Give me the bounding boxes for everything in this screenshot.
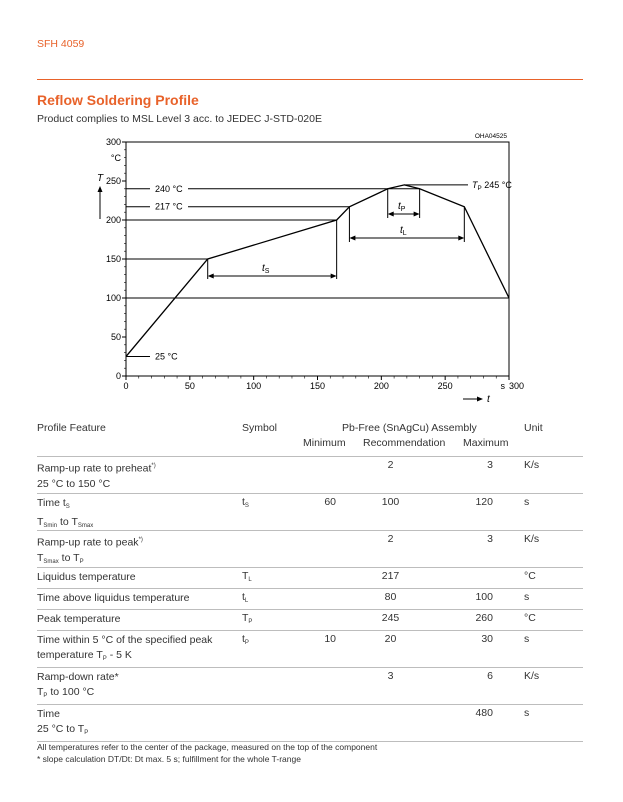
y-tick-label: 150 (105, 254, 121, 264)
part-number: SFH 4059 (37, 38, 85, 50)
feature-subtext: $T_{Smax}$ (37, 551, 59, 565)
feature-subtext: $T_{Smin}$ (37, 516, 58, 529)
feature-cell (37, 496, 93, 534)
table-body (37, 456, 583, 742)
unit-cell: K/s (524, 459, 540, 471)
unit-cell: °C (524, 570, 536, 582)
y-unit-label: °C (110, 153, 121, 163)
feature-line-1 (37, 670, 119, 685)
y-tick-label: 300 (105, 137, 121, 147)
maximum-cell: 3 (487, 459, 493, 471)
recommendation-cell: 100 (381, 496, 400, 508)
x-tick-label: 150 (309, 381, 326, 391)
feature-cell (37, 612, 120, 627)
table-row (37, 631, 583, 668)
feature-subtext: to 100 °C (47, 686, 95, 698)
feature-cell (37, 570, 136, 585)
col-unit-header: Unit (524, 422, 543, 434)
unit-cell: s (524, 591, 530, 603)
recommendation-cell: 2 (387, 459, 394, 471)
col-group-header: Pb-Free (SnAgCu) Assembly (342, 422, 477, 434)
y-axis-label: T (97, 173, 104, 184)
feature-subtext: $T_P$ (37, 686, 48, 699)
col-feature-header: Profile Feature (37, 422, 106, 434)
label-tp-time: $t_P$ (398, 201, 406, 213)
label-ts: $t_S$ (262, 263, 270, 275)
col-recommendation-header: Recommendation (363, 437, 446, 449)
feature-subtext: to $T_P$ (58, 551, 84, 565)
feature-text: Time within 5 °C of the specified peak (37, 634, 213, 646)
feature-line-2 (37, 685, 119, 704)
feature-line-2 (37, 722, 88, 741)
table-row (37, 705, 583, 742)
y-tick-label: 50 (110, 332, 121, 342)
feature-subtext: - 5 K (106, 649, 132, 661)
minimum-cell: 10 (324, 633, 336, 645)
feature-line-1: Ramp-up rate to preheat*) (37, 462, 156, 475)
symbol-cell: $t_S$ (242, 496, 249, 509)
tp-dimension-arrow-left (388, 212, 394, 217)
tp-dimension-arrow-right (414, 212, 420, 217)
maximum-cell: 100 (475, 591, 493, 603)
y-tick-label: 250 (105, 176, 121, 186)
feature-line-1: Ramp-up rate to peak*) (37, 536, 143, 549)
profile-table (37, 420, 583, 742)
maximum-cell: 260 (475, 612, 493, 624)
feature-text: Time above liquidus temperature (37, 592, 190, 604)
footnotes (37, 741, 377, 765)
table-row (37, 456, 583, 494)
symbol-cell: $t_L$ (242, 591, 249, 604)
y-tick-label: 100 (105, 293, 121, 303)
feature-text: Time (37, 708, 60, 720)
unit-cell: K/s (524, 670, 540, 682)
feature-text: Liquidus temperature (37, 571, 136, 583)
feature-cell (37, 459, 156, 492)
unit-cell: K/s (524, 533, 540, 545)
maximum-cell: 120 (475, 496, 493, 508)
label-25-c: 25 °C (155, 351, 178, 362)
col-maximum-header: Maximum (463, 437, 509, 449)
col-symbol-header: Symbol (242, 422, 278, 434)
feature-line-1 (37, 633, 212, 648)
symbol-cell: $T_P$ (242, 612, 253, 625)
unit-cell: s (524, 707, 530, 719)
footnote-1: All temperatures refer to the center of the package, measured on the top of the component (37, 742, 378, 752)
x-tick-label: 300 (509, 381, 525, 391)
feature-text: Ramp-up rate to preheat (37, 462, 152, 475)
feature-text: Ramp-down rate* (37, 671, 119, 683)
feature-line-1 (37, 707, 88, 722)
feature-line-1 (37, 570, 136, 585)
y-axis-arrow-head (98, 186, 103, 192)
feature-line-2 (37, 648, 212, 667)
table-row (37, 494, 583, 531)
feature-cell (37, 633, 212, 667)
recommendation-cell: 217 (381, 570, 400, 582)
label-217-c: 217 °C (155, 201, 183, 212)
x-tick-label: 250 (437, 381, 453, 391)
x-tick-label: 50 (184, 381, 195, 391)
table-row (37, 531, 583, 568)
figure-id: OHA04525 (474, 133, 507, 140)
x-tick-label: 100 (246, 381, 262, 391)
feature-text: Ramp-up rate to peak (37, 536, 139, 549)
feature-subtext: 25 °C to $T_P$ (37, 723, 89, 736)
col-minimum-header: Minimum (303, 437, 346, 449)
feature-cell (37, 670, 119, 704)
label-tp-245: $T_P$ 245 °C (472, 179, 512, 192)
recommendation-cell: 3 (387, 670, 394, 682)
section-subtitle: Product complies to MSL Level 3 acc. to JEDEC J-STD-020E (37, 113, 322, 125)
maximum-cell: 3 (487, 533, 493, 545)
minimum-cell: 60 (324, 496, 336, 508)
symbol-cell: $T_L$ (242, 570, 252, 583)
x-axis-arrow-head (477, 397, 483, 402)
feature-line-2: 25 °C to 150 °C (37, 477, 111, 490)
feature-line-1 (37, 591, 190, 606)
maximum-cell: 30 (481, 633, 493, 645)
table-row (37, 568, 583, 589)
tl-dimension-arrow-left (349, 236, 355, 241)
unit-cell: s (524, 633, 530, 645)
table-row (37, 610, 583, 631)
y-tick-label: 200 (105, 215, 121, 225)
recommendation-cell: 245 (381, 612, 400, 624)
feature-cell (37, 591, 190, 606)
unit-cell: s (524, 496, 530, 508)
x-tick-label: 200 (373, 381, 389, 391)
ts-dimension-arrow-right (331, 274, 337, 279)
x-tick-label: 0 (123, 381, 129, 391)
tl-dimension-arrow-right (458, 236, 464, 241)
feature-line-1 (37, 612, 120, 627)
section-title: Reflow Soldering Profile (37, 92, 199, 108)
unit-cell: °C (524, 612, 536, 624)
table-row (37, 589, 583, 610)
feature-subtext: temperature $T_P$ (37, 649, 107, 662)
x-unit-label: s (500, 381, 505, 391)
recommendation-cell: 2 (387, 533, 394, 545)
label-240-c: 240 °C (155, 183, 183, 194)
maximum-cell: 480 (475, 707, 493, 719)
recommendation-cell: 80 (384, 591, 397, 603)
y-tick-label: 0 (115, 371, 121, 381)
table-header (37, 420, 583, 456)
x-axis-label: t (487, 394, 490, 405)
ts-dimension-arrow-left (208, 274, 214, 279)
footnote-2: * slope calculation DT/Dt: Dt max. 5 s; fulfillment for the whole T-range (37, 754, 301, 764)
feature-line-1 (37, 496, 93, 515)
maximum-cell: 6 (487, 670, 493, 682)
feature-cell (37, 533, 143, 570)
reflow-profile-curve (126, 185, 509, 357)
feature-cell (37, 707, 88, 741)
table-row (37, 668, 583, 705)
feature-text: Peak temperature (37, 613, 121, 625)
feature-subtext: to $T_{Smax}$ (57, 516, 94, 529)
symbol-cell: $t_P$ (242, 633, 249, 646)
label-tl: $t_L$ (400, 225, 407, 237)
feature-text: Time $t_S$ (37, 497, 70, 510)
feature-line-2 (37, 551, 143, 570)
recommendation-cell: 20 (384, 633, 397, 645)
